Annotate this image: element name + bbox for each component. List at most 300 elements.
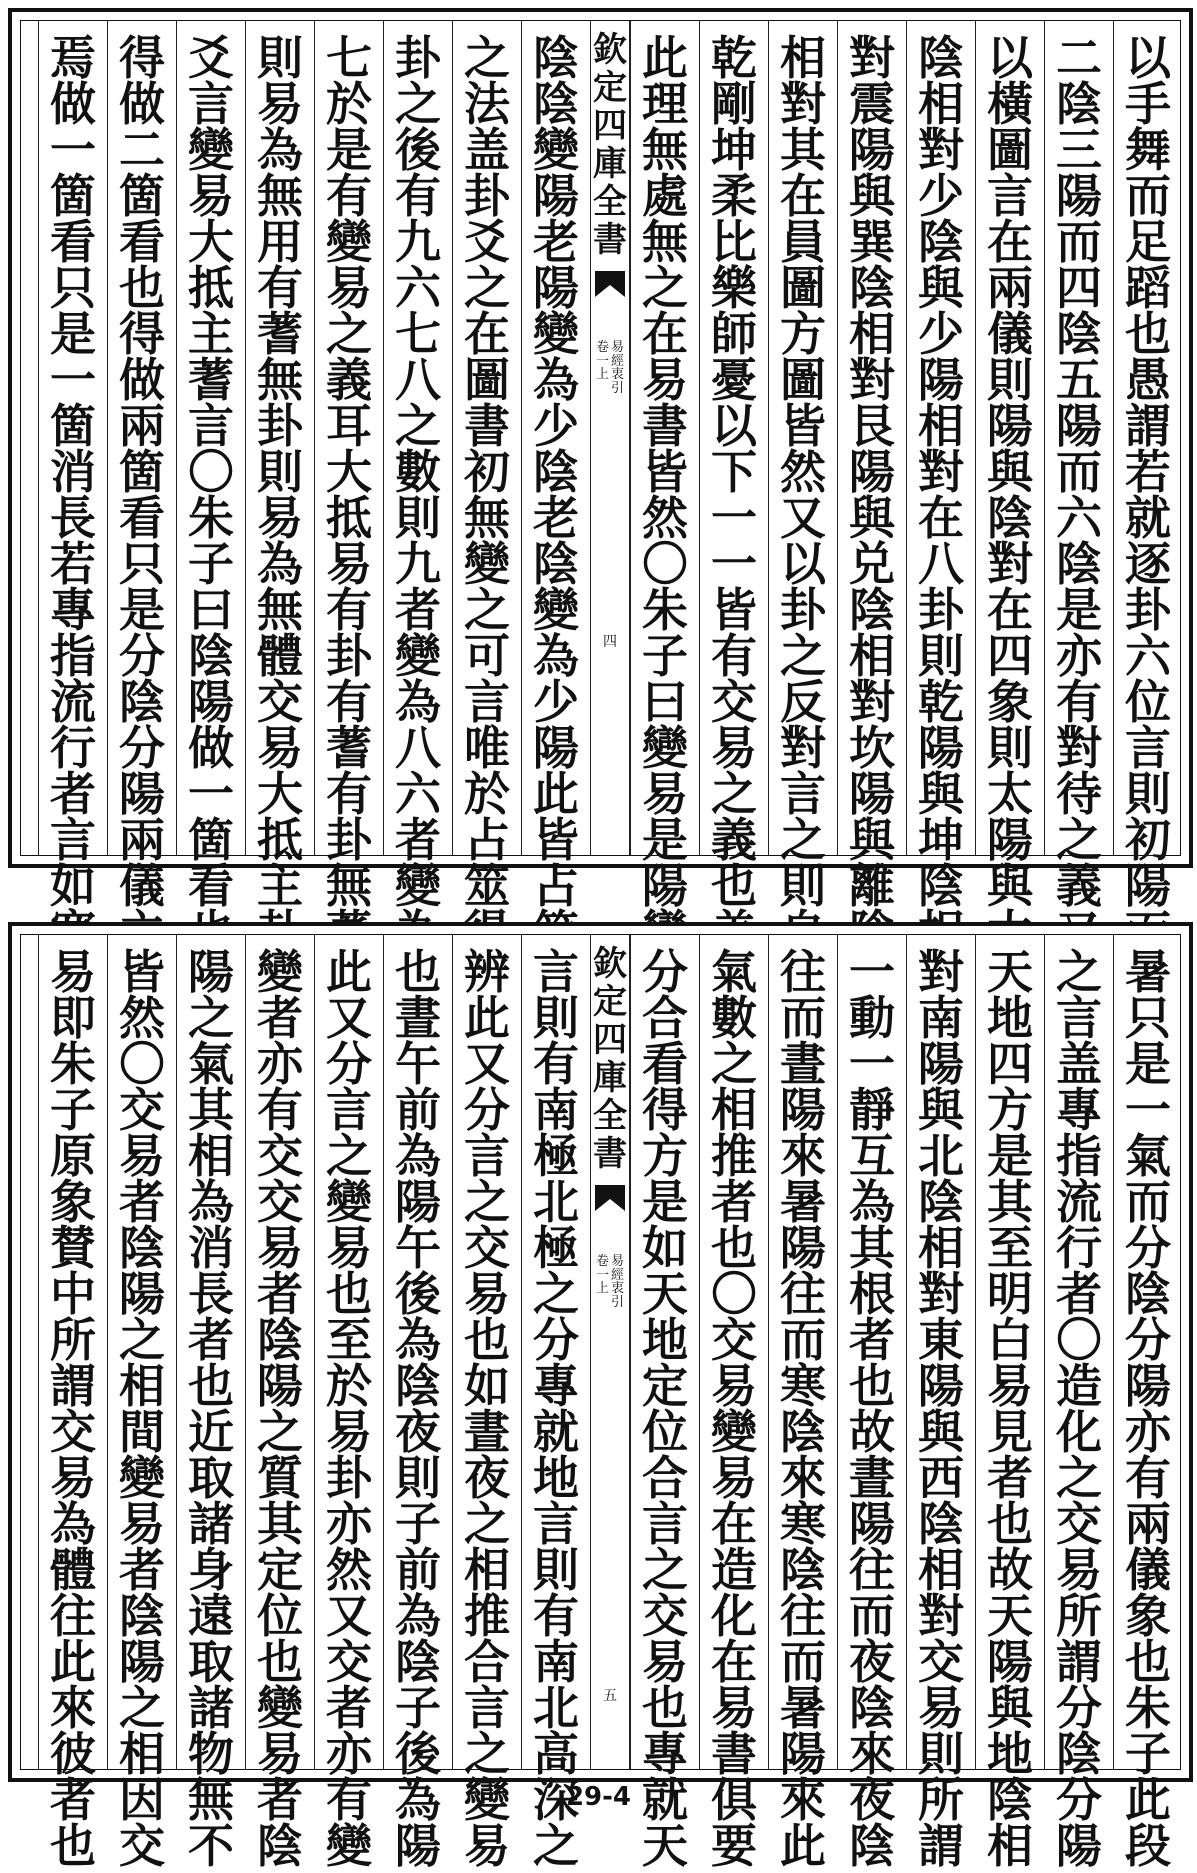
column-char: 朱 (188, 491, 234, 545)
column-char: 陽 (987, 399, 1033, 453)
lower-center-fold (590, 935, 630, 1769)
column-char: 一 (849, 1037, 895, 1091)
column-char: 也 (188, 1359, 234, 1413)
column-char: 陽 (1056, 169, 1102, 223)
column-char: 之 (642, 1543, 688, 1597)
column-char: 而 (780, 1313, 826, 1367)
upper-column-text (976, 31, 1044, 913)
column-char: 之 (464, 1727, 510, 1781)
column-char: 易 (918, 1681, 964, 1735)
column-char: 抵 (257, 813, 303, 867)
vertical-char: 書 (593, 1134, 627, 1175)
column-char: 爻 (188, 31, 234, 85)
lower-text-column (245, 935, 314, 1873)
column-char: 易 (711, 1359, 757, 1413)
column-char: 化 (711, 1589, 757, 1643)
lower-text-column (383, 935, 452, 1873)
column-char: 者 (257, 1773, 303, 1827)
column-char: 少 (533, 675, 579, 729)
column-char: 變 (533, 307, 579, 361)
column-char: 九 (395, 537, 441, 591)
lower-text-column (38, 935, 107, 1873)
vertical-char: 庫 (593, 1058, 627, 1099)
column-char: 陰 (849, 583, 895, 637)
column-char: 也 (1125, 1635, 1171, 1689)
column-char: 占 (464, 813, 510, 867)
column-char: 一 (188, 767, 234, 821)
column-char: 而 (1056, 215, 1102, 269)
column-char: 陰 (119, 1221, 165, 1275)
column-char: 變 (257, 1681, 303, 1735)
column-char: 書 (464, 399, 510, 453)
column-char: 子 (50, 1083, 96, 1137)
column-char: 陽 (395, 1819, 441, 1873)
column-char: 易 (642, 353, 688, 407)
column-char: 也 (987, 1497, 1033, 1551)
lower-column-text (522, 945, 590, 1873)
column-char: 交 (257, 675, 303, 729)
upper-column-text (246, 31, 314, 913)
column-char: 二 (1056, 31, 1102, 85)
column-char: 在 (780, 169, 826, 223)
column-char: 對 (780, 77, 826, 131)
column-char: 陰 (918, 31, 964, 85)
column-char: 質 (257, 1451, 303, 1505)
column-char: 之 (119, 1681, 165, 1735)
lower-text-column (906, 935, 975, 1873)
column-char: 白 (987, 1313, 1033, 1367)
column-char: 箇 (188, 813, 234, 867)
column-char: 變 (395, 629, 441, 683)
column-char: 後 (395, 1267, 441, 1321)
column-char: 交 (642, 1589, 688, 1643)
column-char: 以 (780, 537, 826, 591)
column-char: 俱 (711, 1773, 757, 1827)
column-char: 陰 (987, 1773, 1033, 1827)
column-char: 是 (642, 1175, 688, 1229)
column-char: 陰 (987, 491, 1033, 545)
column-char: 前 (395, 1083, 441, 1137)
column-char: 足 (1125, 215, 1171, 269)
upper-column-text (522, 31, 590, 913)
column-char: 陰 (849, 1681, 895, 1735)
column-char: 對 (849, 353, 895, 407)
column-char: 也 (395, 945, 441, 999)
column-char: 之 (533, 1267, 579, 1321)
upper-collection-title (591, 31, 629, 259)
column-char: 段 (1125, 1819, 1171, 1873)
vertical-char: 卷 (595, 340, 609, 355)
column-char: 言 (464, 1681, 510, 1735)
column-char: 陰 (119, 675, 165, 729)
upper-text-column (38, 21, 107, 913)
column-char: 之 (780, 629, 826, 683)
upper-column-text (838, 31, 906, 913)
column-char: 之 (395, 77, 441, 131)
lower-column-text (1114, 945, 1182, 1873)
column-char: 看 (188, 859, 234, 913)
column-char: 對 (849, 31, 895, 85)
column-char: 互 (849, 1129, 895, 1183)
column-char: 晝 (395, 991, 441, 1045)
column-char: 看 (119, 215, 165, 269)
column-char: 無 (326, 859, 372, 913)
vertical-char: 書 (593, 220, 627, 261)
column-char: 者 (1056, 1267, 1102, 1321)
column-char: 相 (918, 399, 964, 453)
column-char: 箇 (50, 399, 96, 453)
column-char: 陰 (395, 1359, 441, 1413)
column-char: 有 (1125, 1451, 1171, 1505)
column-char: 是 (1125, 1037, 1171, 1091)
column-char: 亦 (257, 1037, 303, 1091)
column-char: 易 (257, 77, 303, 131)
column-char: 深 (533, 1773, 579, 1827)
column-char: 者 (50, 767, 96, 821)
column-char: 相 (119, 1727, 165, 1781)
column-char: 與 (849, 813, 895, 867)
column-char: 來 (780, 1451, 826, 1505)
upper-text-column (521, 21, 590, 913)
column-char: 之 (711, 1037, 757, 1091)
column-char: 故 (987, 1543, 1033, 1597)
column-char: 極 (533, 1221, 579, 1275)
column-char: 亦 (326, 1497, 372, 1551)
column-char: 所 (918, 1773, 964, 1827)
column-char: 之 (711, 767, 757, 821)
column-char: 其 (780, 123, 826, 177)
lower-text-column (630, 935, 699, 1873)
column-char: 易 (464, 1819, 510, 1873)
column-char: 謂 (1056, 1635, 1102, 1689)
upper-column-text (1114, 31, 1182, 913)
column-char: 對 (918, 945, 964, 999)
column-char: 言 (1125, 721, 1171, 775)
column-char: 得 (119, 31, 165, 85)
column-char: 為 (395, 1129, 441, 1183)
column-char: 此 (50, 1635, 96, 1689)
column-char: 艮 (849, 399, 895, 453)
column-char: 易 (119, 1129, 165, 1183)
column-char: 朱 (50, 1037, 96, 1091)
column-char: 易 (188, 169, 234, 223)
column-char: 明 (987, 1267, 1033, 1321)
column-char: 陽 (257, 1359, 303, 1413)
column-char: 則 (780, 859, 826, 913)
column-char: 兩 (987, 261, 1033, 315)
lower-text-column (975, 935, 1044, 1873)
column-char: 交 (711, 675, 757, 729)
column-char: 然 (326, 1543, 372, 1597)
column-char: 儀 (987, 307, 1033, 361)
column-char: 行 (1056, 1221, 1102, 1275)
column-char: 之 (326, 1129, 372, 1183)
column-char: 定 (642, 1359, 688, 1413)
column-char: 一 (1125, 1083, 1171, 1137)
column-char: 消 (188, 1221, 234, 1275)
column-char: 曰 (188, 583, 234, 637)
column-char: 言 (987, 169, 1033, 223)
column-char: 者 (395, 583, 441, 637)
column-char: 則 (395, 491, 441, 545)
column-char: 者 (849, 1313, 895, 1367)
column-char: 也 (849, 1359, 895, 1413)
column-char: 之 (119, 1313, 165, 1367)
column-char: 陽 (642, 859, 688, 913)
column-char: 也 (711, 1221, 757, 1275)
column-char: 則 (257, 445, 303, 499)
column-char: 兩 (119, 813, 165, 867)
lower-column-text (700, 945, 768, 1873)
column-char: 謂 (50, 1359, 96, 1413)
column-char: 有 (533, 1589, 579, 1643)
vertical-char: 全 (593, 1096, 627, 1137)
column-char: 而 (1056, 445, 1102, 499)
column-char: 無 (642, 215, 688, 269)
column-char: 八 (395, 353, 441, 407)
vertical-char: 經 (611, 1267, 625, 1283)
column-char: 相 (918, 1543, 964, 1597)
column-char: 午 (395, 1221, 441, 1275)
column-char: 言 (1056, 991, 1102, 1045)
column-char: 陽 (849, 1497, 895, 1551)
vertical-char: 易 (611, 340, 625, 355)
column-char: 做 (119, 77, 165, 131)
column-char: 乾 (711, 31, 757, 85)
column-char: 以 (987, 31, 1033, 85)
column-char: 陽 (987, 813, 1033, 867)
column-char: 則 (987, 721, 1033, 775)
column-char: 皆 (533, 813, 579, 867)
column-char: 所 (50, 1313, 96, 1367)
column-char: 其 (987, 1175, 1033, 1229)
column-char: 近 (188, 1405, 234, 1459)
column-char: 位 (1125, 675, 1171, 729)
column-char: 如 (642, 1221, 688, 1275)
column-char: 太 (987, 767, 1033, 821)
upper-text-column (975, 21, 1044, 913)
lower-column-text (769, 945, 837, 1873)
column-char: 卦 (918, 583, 964, 637)
column-char: 大 (326, 445, 372, 499)
column-char: 〇 (1056, 1313, 1102, 1367)
column-char: 身 (188, 1543, 234, 1597)
column-char: 陽 (119, 1267, 165, 1321)
column-char: 少 (533, 399, 579, 453)
vertical-char: 上 (595, 367, 609, 383)
column-char: 易 (711, 1681, 757, 1735)
column-char: 也 (50, 1819, 96, 1873)
column-char: 易 (464, 1267, 510, 1321)
column-char: 亦 (1125, 1405, 1171, 1459)
column-char: 北 (533, 1681, 579, 1735)
column-char: 變 (533, 583, 579, 637)
vertical-char: 欽 (593, 944, 627, 984)
column-char: 交 (50, 1405, 96, 1459)
column-char: 象 (987, 675, 1033, 729)
column-char: 流 (1056, 1175, 1102, 1229)
lower-fishtail-mark-icon (595, 1185, 625, 1211)
column-char: 皆 (642, 445, 688, 499)
column-char: 造 (1056, 1359, 1102, 1413)
column-char: 與 (987, 859, 1033, 913)
column-char: 相 (780, 31, 826, 85)
column-char: 書 (711, 1727, 757, 1781)
column-char: 專 (642, 1727, 688, 1781)
upper-frame (20, 20, 1181, 913)
column-char: 來 (849, 1727, 895, 1781)
column-char: 寒 (780, 1359, 826, 1413)
column-char: 易 (711, 721, 757, 775)
column-char: 言 (642, 1497, 688, 1551)
column-char: 易 (987, 1359, 1033, 1413)
column-char: 者 (257, 991, 303, 1045)
column-char: 則 (257, 31, 303, 85)
column-char: 往 (780, 945, 826, 999)
column-char: 與 (918, 767, 964, 821)
column-char: 此 (326, 945, 372, 999)
column-char: 與 (918, 261, 964, 315)
column-char: 無 (257, 169, 303, 223)
column-char: 在 (918, 491, 964, 545)
column-char: 剛 (711, 77, 757, 131)
column-char: 變 (119, 1451, 165, 1505)
upper-column-text (769, 31, 837, 913)
column-char: 抵 (188, 261, 234, 315)
column-char: 七 (326, 31, 372, 85)
column-char: 又 (326, 1589, 372, 1643)
column-char: 分 (119, 721, 165, 775)
column-char: 易 (257, 721, 303, 775)
column-char: 南 (918, 991, 964, 1045)
column-char: 而 (1125, 1175, 1171, 1229)
column-char: 陽 (533, 721, 579, 775)
column-char: 天 (642, 1267, 688, 1321)
column-char: 有 (326, 583, 372, 637)
column-char: 坎 (849, 721, 895, 775)
column-char: 者 (987, 1451, 1033, 1505)
vertical-char: 定 (593, 68, 627, 109)
upper-column-text (384, 31, 452, 913)
column-char: 易 (326, 537, 372, 591)
upper-text-column (768, 21, 837, 913)
column-char: 六 (395, 261, 441, 315)
column-char: 八 (395, 721, 441, 775)
column-char: 氣 (1125, 1129, 1171, 1183)
column-char: 之 (1056, 813, 1102, 867)
column-char: 而 (849, 1589, 895, 1643)
column-char: 然 (780, 445, 826, 499)
column-char: 只 (119, 537, 165, 591)
column-char: 爻 (464, 215, 510, 269)
column-char: 陰 (918, 215, 964, 269)
lower-text-column (1044, 935, 1113, 1873)
column-char: 交 (711, 1313, 757, 1367)
column-char: 反 (780, 675, 826, 729)
column-char: 然 (119, 991, 165, 1045)
upper-text-column (630, 21, 699, 913)
column-char: 其 (849, 1221, 895, 1275)
column-char: 卦 (395, 31, 441, 85)
column-char: 陽 (849, 123, 895, 177)
column-char: 極 (533, 1129, 579, 1183)
column-char: 推 (711, 1129, 757, 1183)
column-char: 之 (326, 307, 372, 361)
column-char: 北 (918, 1129, 964, 1183)
column-char: 在 (464, 307, 510, 361)
column-char: 象 (50, 1175, 96, 1229)
column-char: 陽 (1125, 859, 1171, 913)
column-char: 陰 (918, 859, 964, 913)
column-char: 做 (50, 77, 96, 131)
column-char: 為 (395, 1589, 441, 1643)
column-char: 卦 (326, 629, 372, 683)
column-char: 分 (119, 629, 165, 683)
column-char: 之 (188, 991, 234, 1045)
column-char: 有 (326, 169, 372, 223)
column-char: 暑 (780, 1175, 826, 1229)
column-char: 化 (1056, 1405, 1102, 1459)
column-char: 南 (533, 1635, 579, 1689)
column-char: 子 (395, 1497, 441, 1551)
column-char: 對 (918, 123, 964, 177)
column-char: 抵 (326, 491, 372, 545)
column-char: 陰 (533, 445, 579, 499)
column-char: 易 (257, 491, 303, 545)
column-char: 至 (326, 1313, 372, 1367)
column-char: 西 (918, 1451, 964, 1505)
column-char: 離 (849, 859, 895, 913)
column-char: 變 (188, 123, 234, 177)
column-char: 在 (642, 307, 688, 361)
column-char: 理 (642, 77, 688, 131)
column-char: 易 (326, 1221, 372, 1275)
column-char: 東 (918, 1313, 964, 1367)
upper-text-column (452, 21, 521, 913)
column-char: 與 (918, 1405, 964, 1459)
column-char: 交 (119, 1819, 165, 1873)
column-char: 陽 (849, 445, 895, 499)
column-char: 子 (1125, 1727, 1171, 1781)
column-char: 只 (1125, 991, 1171, 1045)
column-char: 則 (533, 1543, 579, 1597)
upper-folio-number: 四 (603, 634, 617, 650)
column-char: 子 (395, 1681, 441, 1735)
column-char: 體 (257, 629, 303, 683)
upper-book-title (611, 341, 624, 396)
column-char: 變 (395, 859, 441, 913)
column-char: 有 (533, 1037, 579, 1091)
column-char: 交 (1056, 1497, 1102, 1551)
column-char: 圖 (464, 353, 510, 407)
column-char: 對 (1056, 721, 1102, 775)
column-char: 為 (188, 1175, 234, 1229)
column-char: 之 (464, 261, 510, 315)
column-char: 儀 (119, 859, 165, 913)
lower-column-text (384, 945, 452, 1873)
column-char: 則 (1125, 767, 1171, 821)
column-char: 後 (395, 123, 441, 177)
column-char: 無 (257, 353, 303, 407)
upper-text-column (314, 21, 383, 913)
column-char: 易 (642, 767, 688, 821)
column-char: 對 (780, 721, 826, 775)
column-char: 此 (464, 991, 510, 1045)
column-char: 陽 (918, 1037, 964, 1091)
lower-column-text (976, 945, 1044, 1873)
column-char: 下 (711, 445, 757, 499)
column-char: 易 (326, 261, 372, 315)
